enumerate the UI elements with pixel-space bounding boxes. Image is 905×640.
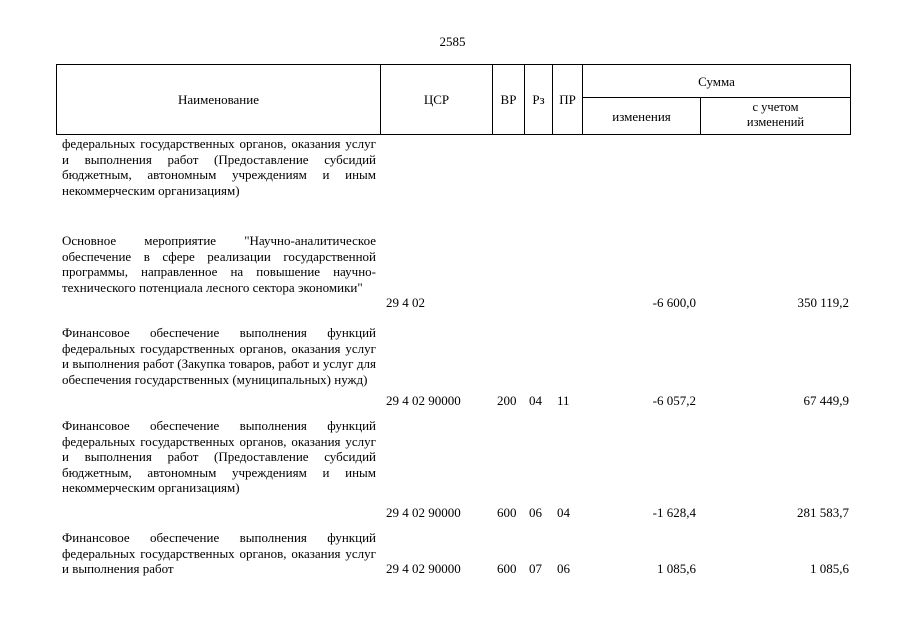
header-name: Наименование (178, 92, 259, 107)
row-rz: 04 (529, 393, 542, 408)
header-with-changes-line1: с учетом (752, 100, 799, 114)
table-header (56, 64, 850, 135)
row-name: федеральных государственных органов, оказания услуг и выполнения работ (Предоставление субсидий бюджетным, автономным учреждениям и иным некоммерческим организациям) (62, 136, 376, 198)
row-total: 281 583,7 (797, 505, 849, 520)
header-top-border (56, 64, 851, 65)
row-name: Финансовое обеспечение выполнения функций федеральных государственных органов, оказания услуг и выполнения работ (Закупка товаров, работ и услуг для обеспечения государственных (муниципальных) нужд) (62, 325, 376, 387)
header-border-right (850, 64, 851, 135)
header-csr: ЦСР (423, 92, 450, 107)
row-pr: 04 (557, 505, 570, 520)
header-sum: Сумма (698, 74, 735, 89)
row-vr: 600 (497, 561, 517, 576)
row-change: -6 057,2 (652, 393, 696, 408)
row-pr: 06 (557, 561, 570, 576)
row-csr: 29 4 02 (386, 295, 425, 310)
row-name: Финансовое обеспечение выполнения функций федеральных государственных органов, оказания услуг и выполнения работ (Предоставление субсидий бюджетным, автономным учреждениям и иным некоммерческим организациям) (62, 418, 376, 495)
header-rz: Рз (532, 92, 545, 107)
row-vr: 200 (497, 393, 517, 408)
row-csr: 29 4 02 90000 (386, 393, 461, 408)
row-csr: 29 4 02 90000 (386, 505, 461, 520)
row-rz: 06 (529, 505, 542, 520)
row-name: Основное мероприятие "Научно-аналитическое обеспечение в сфере реализации государственной программы, направленное на повышение научно-технического потенциала лесного сектора экономики" (62, 233, 376, 295)
header-pr: ПР (559, 92, 576, 107)
header-with-changes-line2: изменений (746, 115, 805, 129)
row-change: 1 085,6 (657, 561, 696, 576)
header-bottom-border (56, 134, 851, 135)
page-number: 2585 (439, 34, 466, 49)
row-total: 350 119,2 (797, 295, 849, 310)
row-rz: 07 (529, 561, 542, 576)
sum-divider (582, 97, 851, 98)
row-change: -1 628,4 (652, 505, 696, 520)
row-csr: 29 4 02 90000 (386, 561, 461, 576)
row-name: Финансовое обеспечение выполнения функций федеральных государственных органов, оказания услуг и выполнения работ (62, 530, 376, 576)
row-total: 1 085,6 (810, 561, 849, 576)
row-total: 67 449,9 (803, 393, 849, 408)
header-vr: ВР (500, 92, 517, 107)
row-vr: 600 (497, 505, 517, 520)
row-pr: 11 (557, 393, 570, 408)
row-change: -6 600,0 (652, 295, 696, 310)
header-changes: изменения (612, 109, 671, 124)
